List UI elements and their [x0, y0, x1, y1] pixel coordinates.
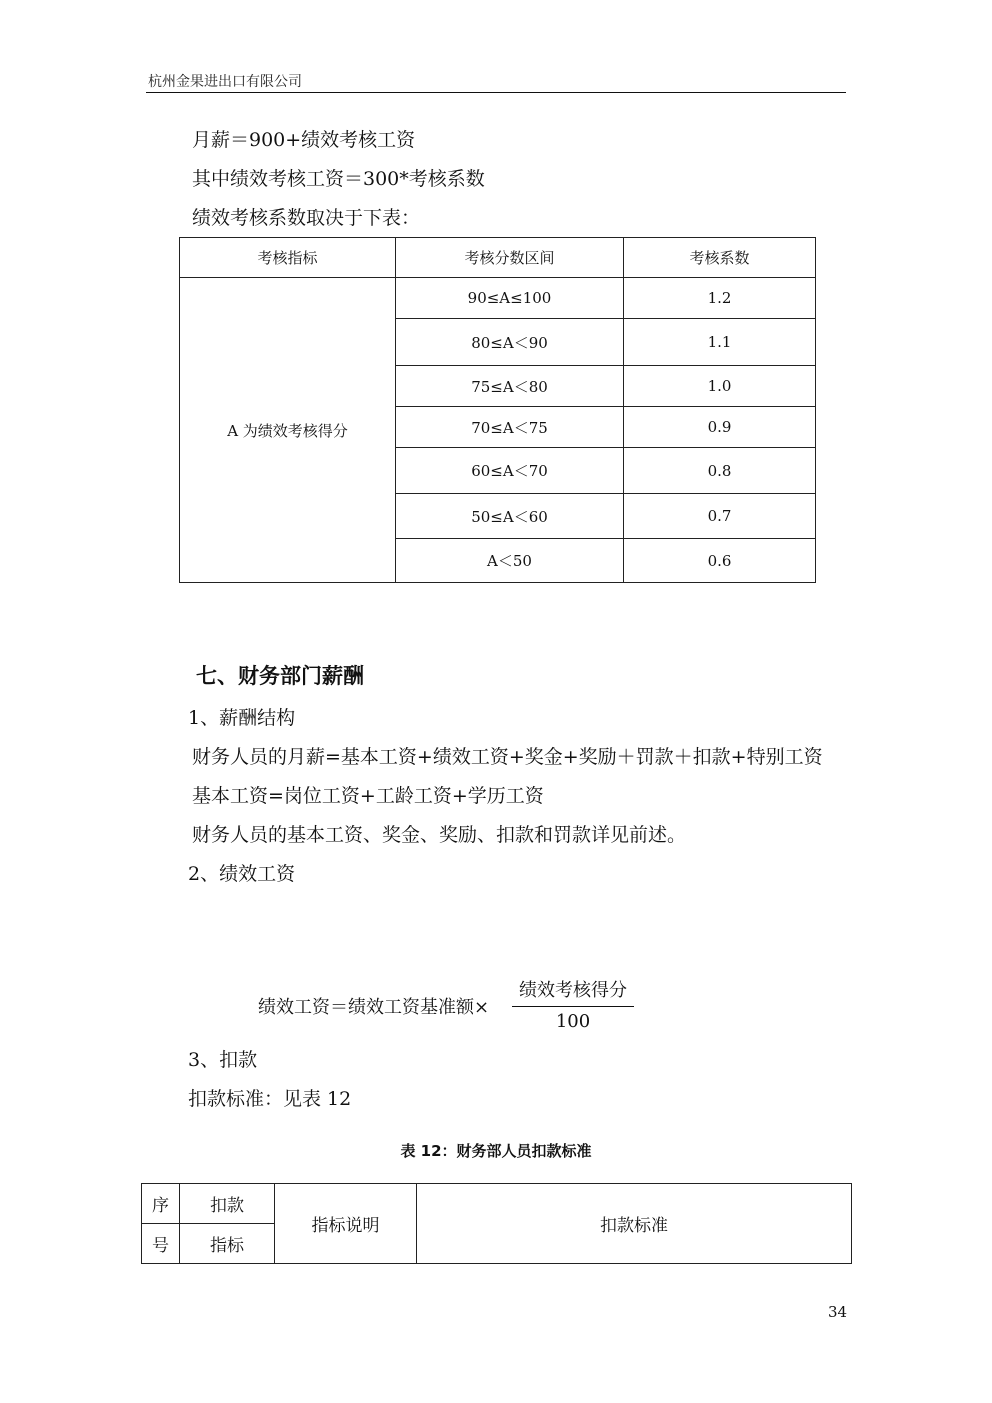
header-deduction-indicator-top: 扣款 — [180, 1184, 275, 1224]
score-range-cell: 70≤A＜75 — [396, 407, 624, 448]
coefficient-intro: 绩效考核系数取决于下表： — [192, 207, 421, 229]
coefficient-cell: 1.1 — [624, 319, 816, 366]
coefficient-cell: 0.7 — [624, 494, 816, 539]
subheading-deductions: 3、扣款 — [188, 1049, 258, 1071]
base-salary-formula: 基本工资=岗位工资+工龄工资+学历工资 — [192, 785, 544, 807]
table-row — [180, 278, 816, 319]
section-title: 七、财务部门薪酬 — [196, 664, 364, 688]
score-range-cell: 75≤A＜80 — [396, 366, 624, 407]
header-coefficient: 考核系数 — [624, 238, 816, 278]
coefficient-cell: 0.8 — [624, 448, 816, 494]
deduction-table — [141, 1183, 852, 1264]
score-range-cell: 90≤A≤100 — [396, 278, 624, 319]
score-range-cell: 50≤A＜60 — [396, 494, 624, 539]
deduction-standard-reference: 扣款标准：见表 12 — [188, 1088, 352, 1110]
table-caption: 表 12：财务部人员扣款标准 — [400, 1142, 592, 1160]
subheading-performance-pay: 2、绩效工资 — [188, 863, 296, 885]
equation-fraction — [512, 978, 634, 1033]
performance-pay-equation — [258, 978, 658, 1038]
fraction-numerator: 绩效考核得分 — [519, 980, 627, 1001]
coefficient-cell: 0.6 — [624, 539, 816, 583]
equation-left-side: 绩效工资＝绩效工资基准额× — [258, 997, 490, 1018]
coefficient-cell: 0.9 — [624, 407, 816, 448]
header-company-name: 杭州金果进出口有限公司 — [148, 74, 302, 90]
score-range-cell: A＜50 — [396, 539, 624, 583]
coefficient-cell: 1.0 — [624, 366, 816, 407]
header-serial-bottom: 号 — [142, 1224, 180, 1264]
fraction-denominator: 100 — [555, 1011, 591, 1032]
coefficient-cell: 1.2 — [624, 278, 816, 319]
table-header-row — [142, 1184, 852, 1224]
subheading-salary-structure: 1、薪酬结构 — [188, 707, 296, 729]
details-note: 财务人员的基本工资、奖金、奖励、扣款和罚款详见前述。 — [192, 824, 687, 846]
page-number: 34 — [828, 1303, 848, 1321]
table-header-row — [180, 238, 816, 278]
score-range-cell: 80≤A＜90 — [396, 319, 624, 366]
performance-pay-formula: 其中绩效考核工资＝300*考核系数 — [192, 168, 485, 190]
header-serial-top: 序 — [142, 1184, 180, 1224]
indicator-cell: A 为绩效考核得分 — [180, 278, 396, 583]
header-indicator-description: 指标说明 — [275, 1184, 417, 1264]
header-divider — [146, 92, 846, 93]
header-indicator: 考核指标 — [180, 238, 396, 278]
header-deduction-standard: 扣款标准 — [417, 1184, 852, 1264]
finance-salary-formula: 财务人员的月薪=基本工资+绩效工资+奖金+奖励＋罚款＋扣款+特别工资 — [192, 746, 823, 768]
header-deduction-indicator-bottom: 指标 — [180, 1224, 275, 1264]
score-range-cell: 60≤A＜70 — [396, 448, 624, 494]
header-score-range: 考核分数区间 — [396, 238, 624, 278]
monthly-salary-formula: 月薪＝900+绩效考核工资 — [192, 129, 416, 151]
fraction-bar — [512, 1006, 634, 1007]
coefficient-table — [179, 237, 816, 583]
